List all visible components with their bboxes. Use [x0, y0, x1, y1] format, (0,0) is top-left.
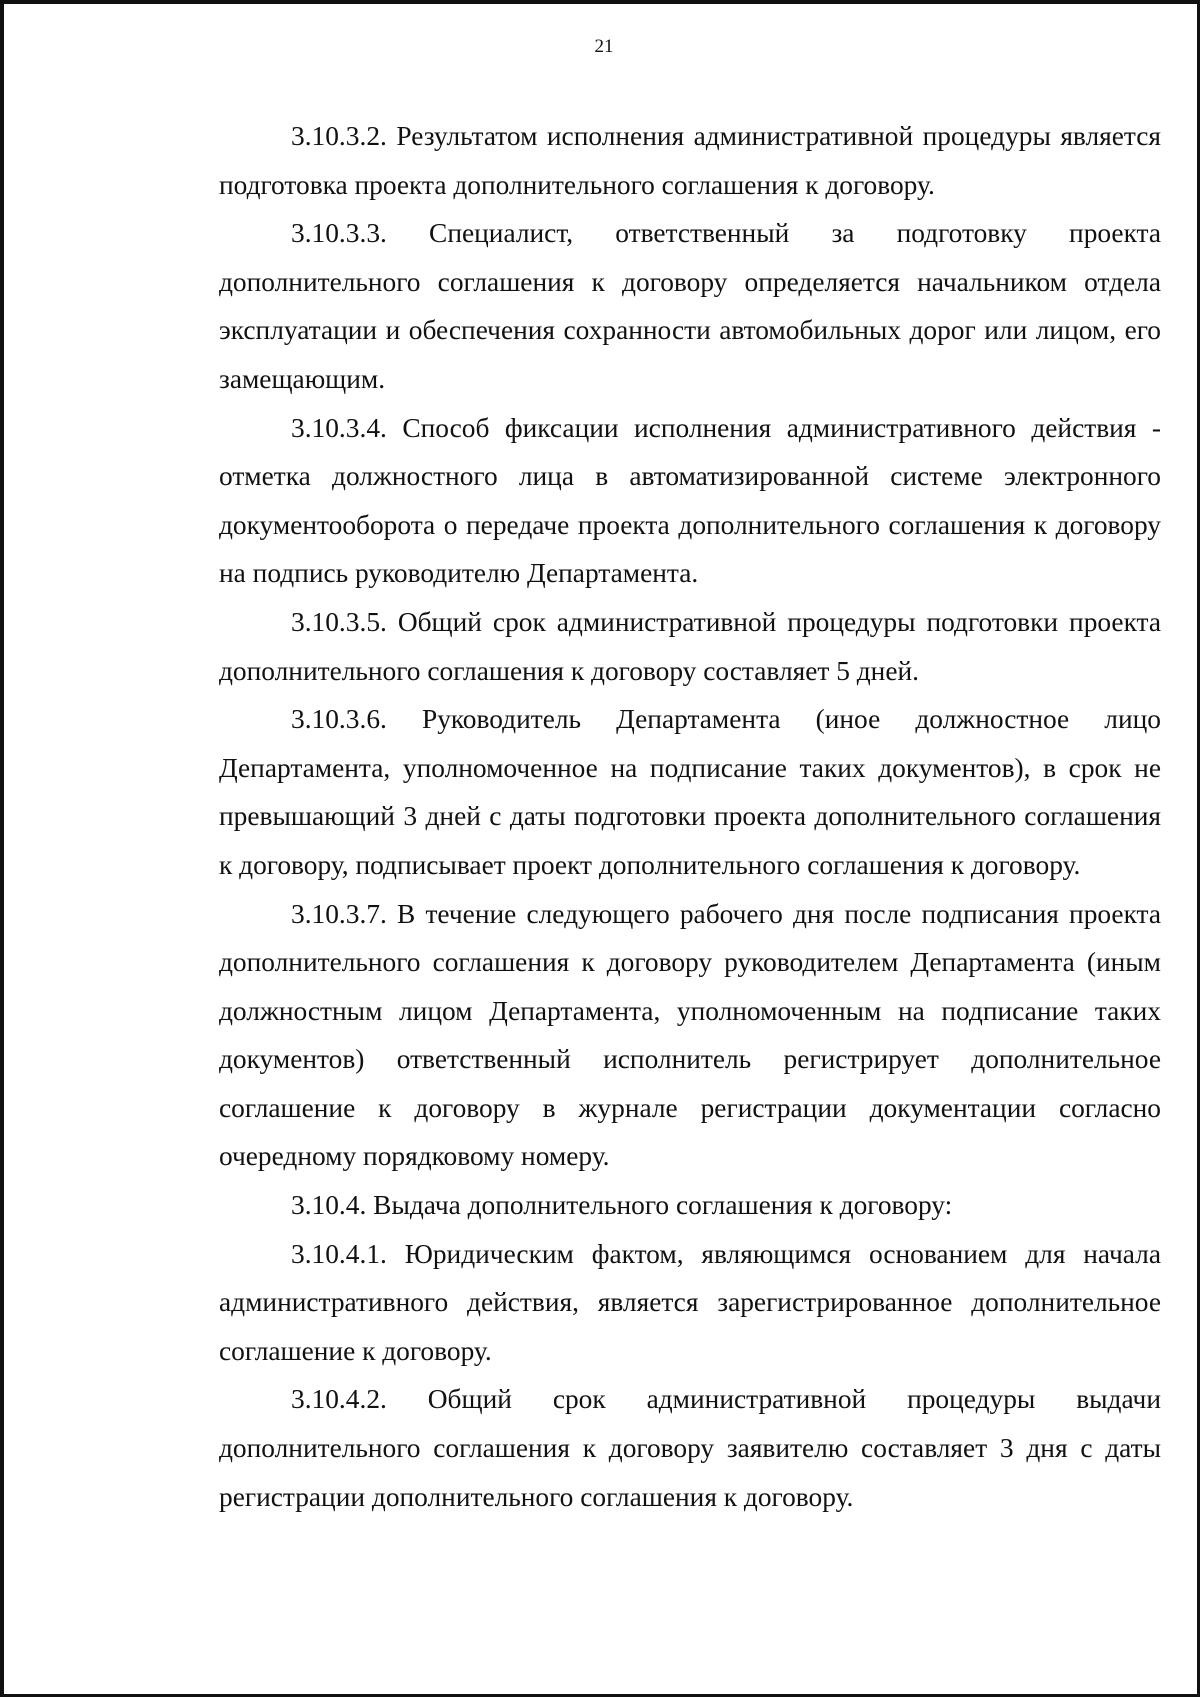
paragraph-3-10-4-1: 3.10.4.1. Юридическим фактом, являющимся основанием для начала административного действия, является зарегистрированное дополнительное соглашение к договору. — [219, 1238, 1161, 1366]
document-body — [219, 112, 1161, 1521]
page-number: 21 — [594, 36, 614, 57]
paragraph-3-10-3-3: 3.10.3.3. Специалист, ответственный за подготовку проекта дополнительного соглашения к договору определяется начальником отдела эксплуатации и обеспечения сохранности автомобильных дорог или лицом, его замещающим. — [219, 218, 1161, 394]
paragraph-3-10-4-2: 3.10.4.2. Общий срок административной процедуры выдачи дополнительного соглашения к договору заявителю составляет 3 дня с даты регистрации дополнительного соглашения к договору. — [219, 1384, 1161, 1512]
paragraph-3-10-3-7: 3.10.3.7. В течение следующего рабочего дня после подписания проекта дополнительного соглашения к договору руководителем Департамента (иным должностным лицом Департамента, уполномоченным на подписание таких документов) ответственный исполнитель регистрирует дополнительное соглашение к договору в журнале регистрации документации согласно очередному порядковому номеру. — [219, 898, 1161, 1172]
paragraph-3-10-4: 3.10.4. Выдача дополнительного соглашения к договору: — [291, 1190, 953, 1221]
paragraph-3-10-3-5: 3.10.3.5. Общий срок административной процедуры подготовки проекта дополнительного соглашения к договору составляет 5 дней. — [219, 606, 1161, 686]
paragraph-3-10-3-4: 3.10.3.4. Способ фиксации исполнения административного действия - отметка должностного лица в автоматизированной системе электронного документооборота о передаче проекта дополнительного соглашения к договору на подпись руководителю Департамента. — [219, 412, 1161, 589]
paragraph-3-10-3-6: 3.10.3.6. Руководитель Департамента (иное должностное лицо Департамента, уполномоченное на подписание таких документов), в срок не превышающий 3 дней с даты подготовки проекта дополнительного соглашения к договору, подписывает проект дополнительного соглашения к договору. — [219, 704, 1161, 880]
paragraph-3-10-3-2: 3.10.3.2. Результатом исполнения административной процедуры является подготовка проекта дополнительного соглашения к договору. — [219, 121, 1161, 200]
